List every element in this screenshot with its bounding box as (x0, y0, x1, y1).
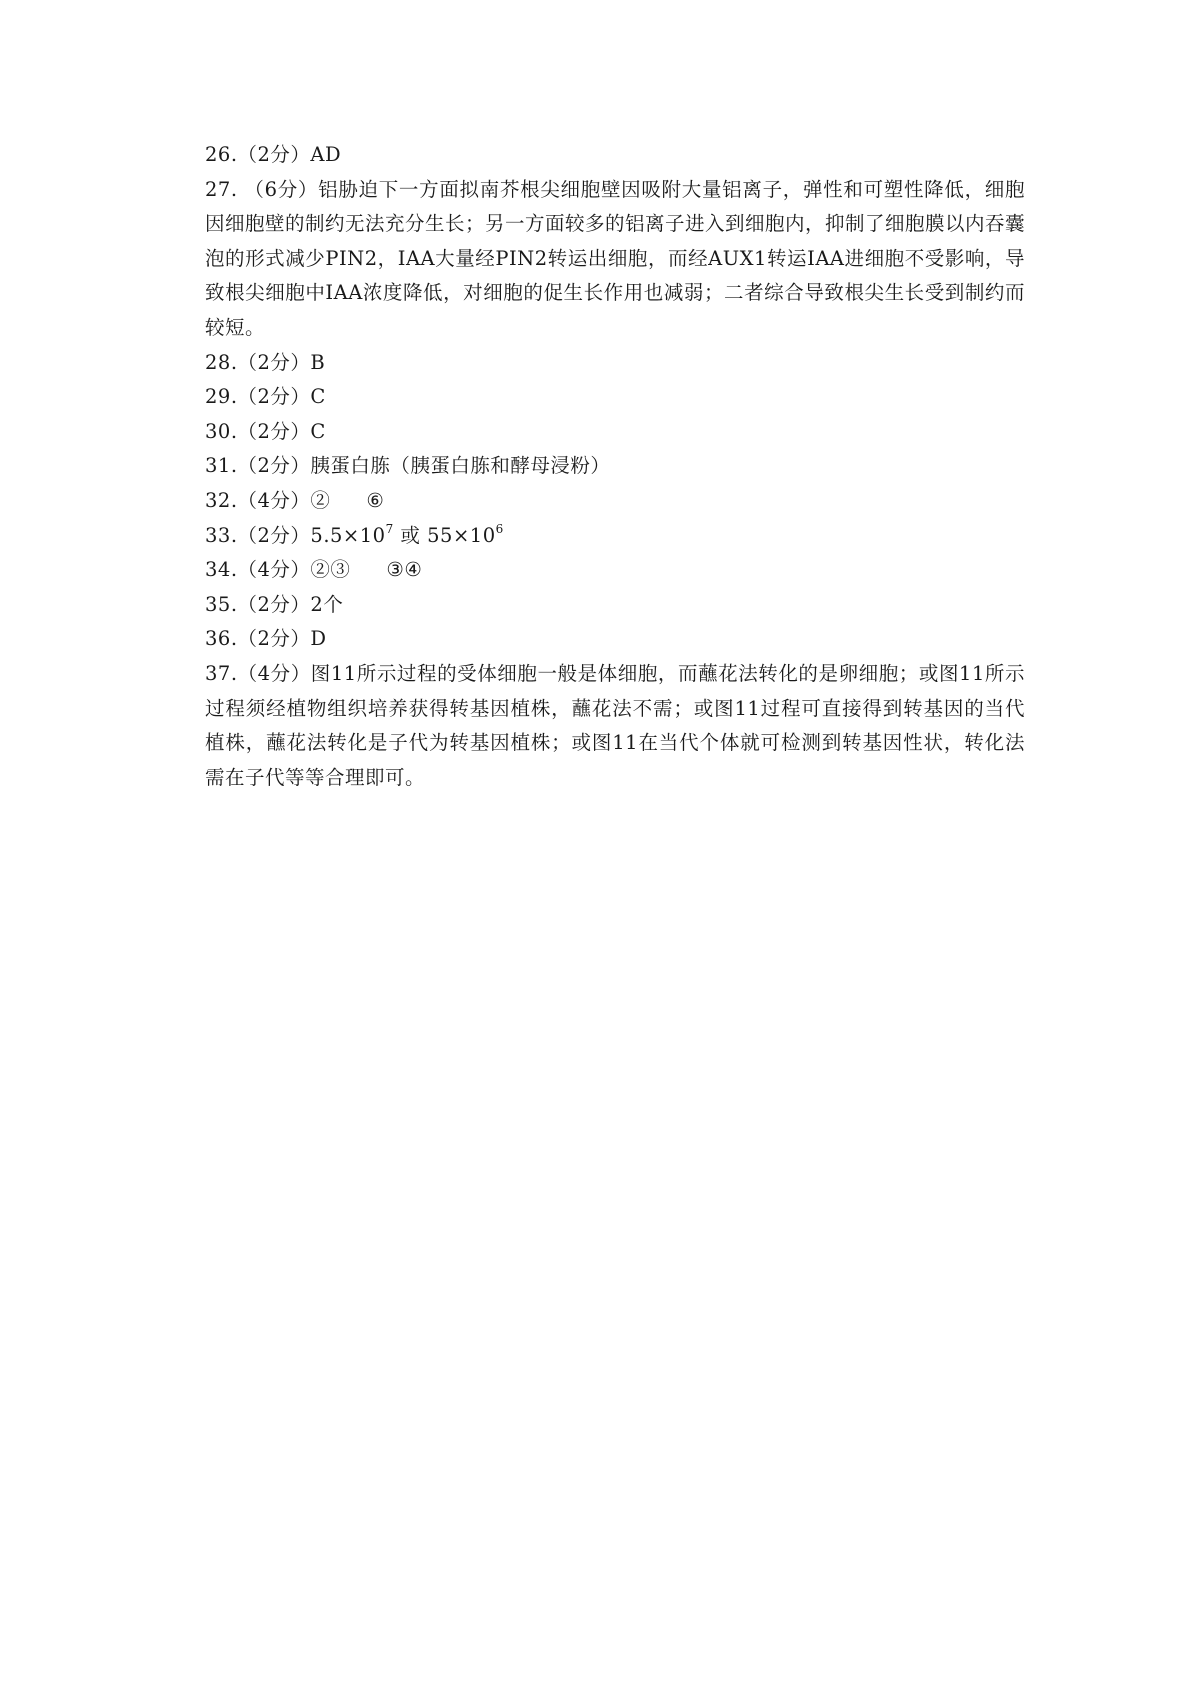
answer-33-exponent2: 6 (495, 521, 504, 536)
answer-34-first: 34.（4分）②③ (205, 558, 351, 582)
answer-28: 28.（2分）B (205, 350, 326, 374)
answer-33-base1: 33.（2分）5.5×10 (205, 523, 386, 547)
answer-33-base2: 或 55×10 (393, 523, 496, 547)
answer-33-exponent1: 7 (385, 521, 394, 536)
answer-37: 37.（4分）图11所示过程的受体细胞一般是体细胞，而蘸花法转化的是卵细胞；或图11所示过程须经植物组织培养获得转基因植株，蘸花法不需；或图11过程可直接得到转基因的当代植株，蘸花法转化是子代为转基因植株；或图11在当代个体就可检测到转基因性状，转化法需在子代等等合理即可。 (205, 661, 1025, 789)
answer-30: 30.（2分）C (205, 419, 326, 443)
answer-35: 35.（2分）2个 (205, 592, 344, 616)
answer-34-second: ③④ (386, 558, 423, 582)
answer-32 (205, 484, 1025, 519)
answer-34 (205, 553, 1025, 588)
answer-29: 29.（2分）C (205, 385, 326, 409)
answer-33 (205, 519, 1025, 554)
answer-31: 31.（2分）胰蛋白胨（胰蛋白胨和酵母浸粉） (205, 454, 611, 478)
answer-32-first: 32.（4分）② (205, 488, 331, 512)
answer-27: 27. （6分）铝胁迫下一方面拟南芥根尖细胞壁因吸附大量铝离子，弹性和可塑性降低，细胞因细胞壁的制约无法充分生长；另一方面较多的铝离子进入到细胞内，抑制了细胞膜以内吞囊泡的形式减少PIN2，IAA大量经PIN2转运出细胞，而经AUX1转运IAA进细胞不受影响，导致根尖细胞中IAA浓度降低，对细胞的促生长作用也减弱；二者综合导致根尖生长受到制约而较短。 (205, 177, 1026, 339)
answer-32-second: ⑥ (366, 488, 385, 512)
answer-36: 36.（2分）D (205, 627, 327, 651)
answer-sheet (205, 138, 1025, 795)
answer-26: 26.（2分）AD (205, 143, 342, 166)
